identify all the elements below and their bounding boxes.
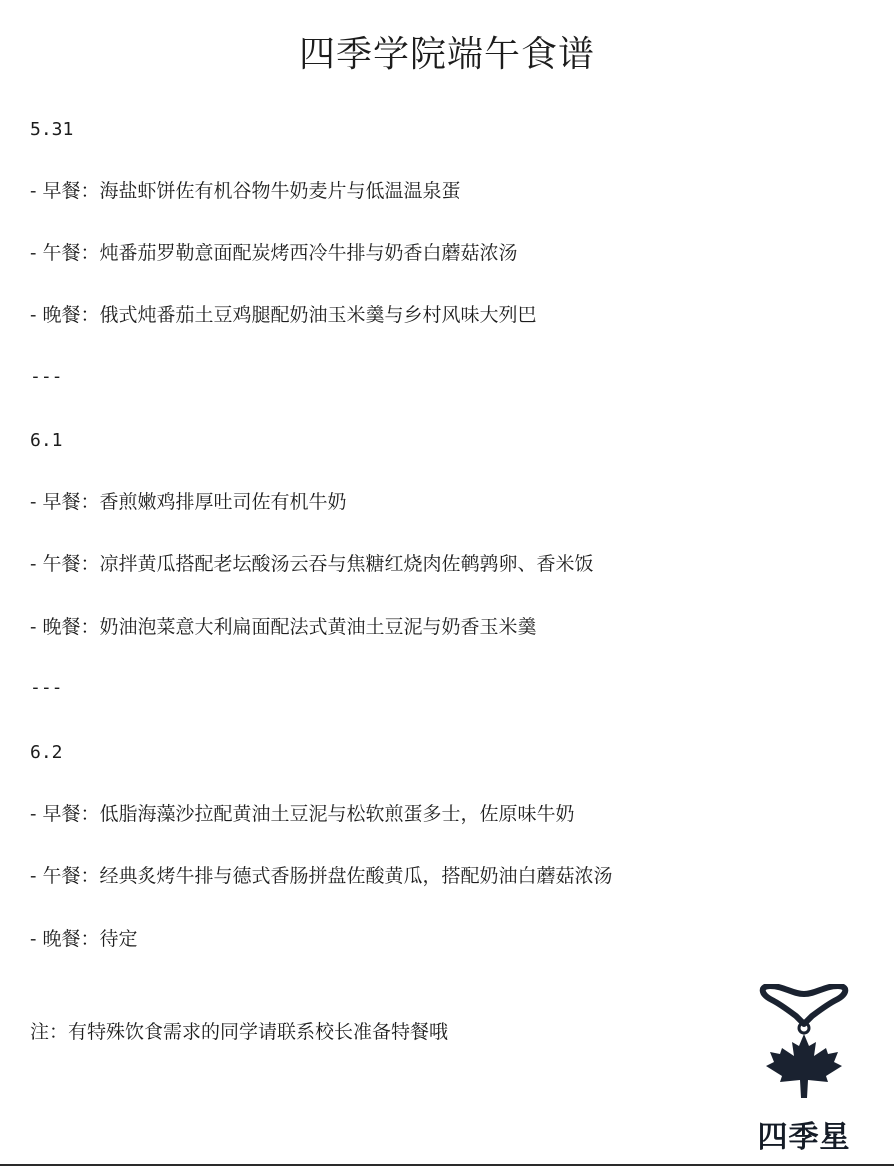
meal-dinner: - 晚餐：待定 — [30, 928, 138, 950]
meal-lunch: - 午餐：经典炙烤牛排与德式香肠拼盘佐酸黄瓜，搭配奶油白蘑菇浓汤 — [30, 865, 613, 887]
day-date: 6.1 — [30, 430, 63, 451]
meal-breakfast: - 早餐：海盐虾饼佐有机谷物牛奶麦片与低温温泉蛋 — [30, 180, 461, 202]
meal-lunch: - 午餐：炖番茄罗勒意面配炭烤西冷牛排与奶香白蘑菇浓汤 — [30, 242, 518, 264]
meal-lunch: - 午餐：凉拌黄瓜搭配老坛酸汤云吞与焦糖红烧肉佐鹌鹑卵、香米饭 — [30, 553, 594, 575]
meal-breakfast: - 早餐：低脂海藻沙拉配黄油土豆泥与松软煎蛋多士，佐原味牛奶 — [30, 803, 575, 825]
day-date: 6.2 — [30, 742, 63, 763]
logo-wordmark: 四季星 — [757, 1120, 851, 1155]
separator: --- — [30, 677, 63, 698]
day-date: 5.31 — [30, 119, 74, 140]
meal-dinner: - 晚餐：奶油泡菜意大利扁面配法式黄油土豆泥与奶香玉米羹 — [30, 616, 537, 638]
separator: --- — [30, 366, 63, 387]
meal-dinner: - 晚餐：俄式炖番茄土豆鸡腿配奶油玉米羹与乡村风味大列巴 — [30, 304, 537, 326]
footnote: 注：有特殊饮食需求的同学请联系校长准备特餐哦 — [30, 1021, 449, 1043]
maple-leaf-pendant-icon — [754, 984, 854, 1100]
logo — [748, 984, 860, 1154]
meal-breakfast: - 早餐：香煎嫩鸡排厚吐司佐有机牛奶 — [30, 491, 347, 513]
page-title: 四季学院端午食谱 — [298, 34, 595, 75]
